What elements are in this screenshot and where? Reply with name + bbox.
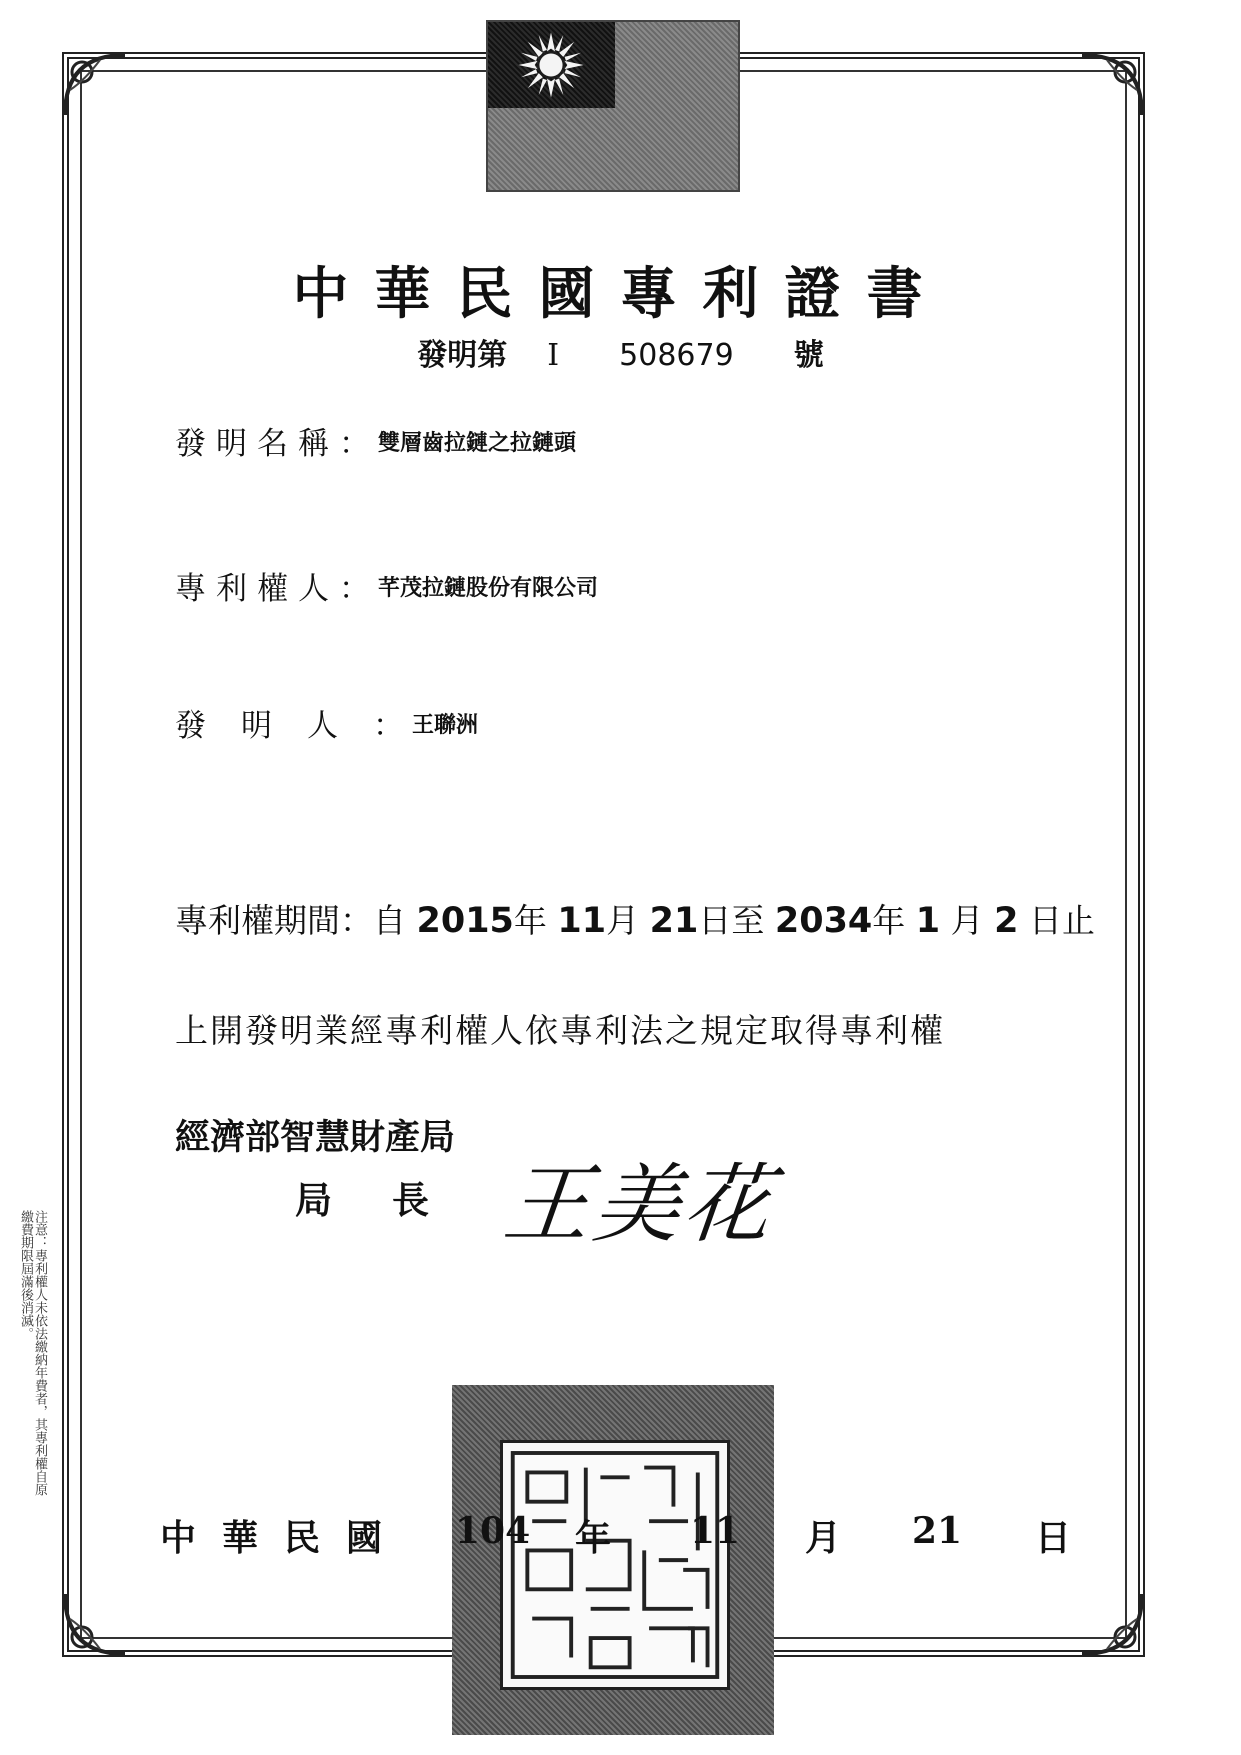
term-from-year: 2015 bbox=[416, 901, 514, 941]
issuing-office: 經濟部智慧財產局 bbox=[175, 1117, 456, 1158]
flag-canton bbox=[488, 22, 615, 108]
corner-ornament-icon bbox=[60, 50, 130, 120]
issue-date-year-char: 年 bbox=[575, 1517, 612, 1559]
issue-date-year: 104 bbox=[455, 1510, 531, 1552]
certificate-title: 中華民國專利證書 bbox=[292, 261, 949, 327]
term-from-month: 11 bbox=[557, 901, 607, 941]
invention-title-field: 發明名稱： 雙層齒拉鏈之拉鏈頭 bbox=[175, 418, 576, 463]
issue-date-day-char: 日 bbox=[1035, 1517, 1072, 1559]
inventor-field: 發明人： 王聯洲 bbox=[175, 700, 478, 745]
roc-flag-icon bbox=[486, 20, 740, 192]
corner-ornament-icon bbox=[1077, 1589, 1147, 1659]
term-label: 專利權期間 bbox=[175, 901, 340, 940]
issue-date-month: 11 bbox=[690, 1510, 741, 1552]
issue-date-day: 21 bbox=[912, 1510, 963, 1552]
director-signature: 王美花 bbox=[498, 1155, 780, 1255]
inventor-value: 王聯洲 bbox=[412, 712, 479, 738]
corner-ornament-icon bbox=[1077, 50, 1147, 120]
issue-date-month-char: 月 bbox=[805, 1517, 842, 1559]
patent-number-value: 508679 bbox=[619, 338, 734, 373]
field-label: 發明名稱 bbox=[175, 426, 339, 462]
white-sun-icon bbox=[517, 31, 585, 99]
grant-statement: 上開發明業經專利權人依專利法之規定取得專利權 bbox=[175, 1011, 945, 1050]
term-from-day: 21 bbox=[649, 901, 699, 941]
patent-number-suffix: 號 bbox=[793, 338, 824, 373]
director-title: 局長 bbox=[295, 1178, 489, 1222]
patent-term: 專利權期間：自 2015年 11月 21日至 2034年 1 月 2 日止 bbox=[175, 901, 1095, 941]
issue-date-era: 中華民國 bbox=[160, 1517, 409, 1559]
term-to-month: 1 bbox=[915, 901, 941, 941]
corner-ornament-icon bbox=[60, 1589, 130, 1659]
patent-number-roman: I bbox=[547, 338, 560, 373]
term-to-year: 2034 bbox=[774, 901, 873, 941]
patentee-field: 專利權人： 芊茂拉鏈股份有限公司 bbox=[175, 563, 598, 608]
field-label: 發明人 bbox=[175, 708, 373, 744]
term-to-day: 2 bbox=[994, 901, 1019, 941]
invention-title-value: 雙層齒拉鏈之拉鏈頭 bbox=[378, 430, 577, 456]
side-note: 注意：專利權人未依法繳納年費者，其專利權自原繳費期限屆滿後消滅。 bbox=[18, 1210, 47, 1496]
patentee-value: 芊茂拉鏈股份有限公司 bbox=[378, 575, 599, 601]
patent-number-prefix: 發明第 bbox=[417, 338, 508, 373]
official-seal-icon bbox=[500, 1440, 730, 1690]
field-label: 專利權人 bbox=[175, 571, 339, 607]
patent-number bbox=[0, 330, 1241, 374]
